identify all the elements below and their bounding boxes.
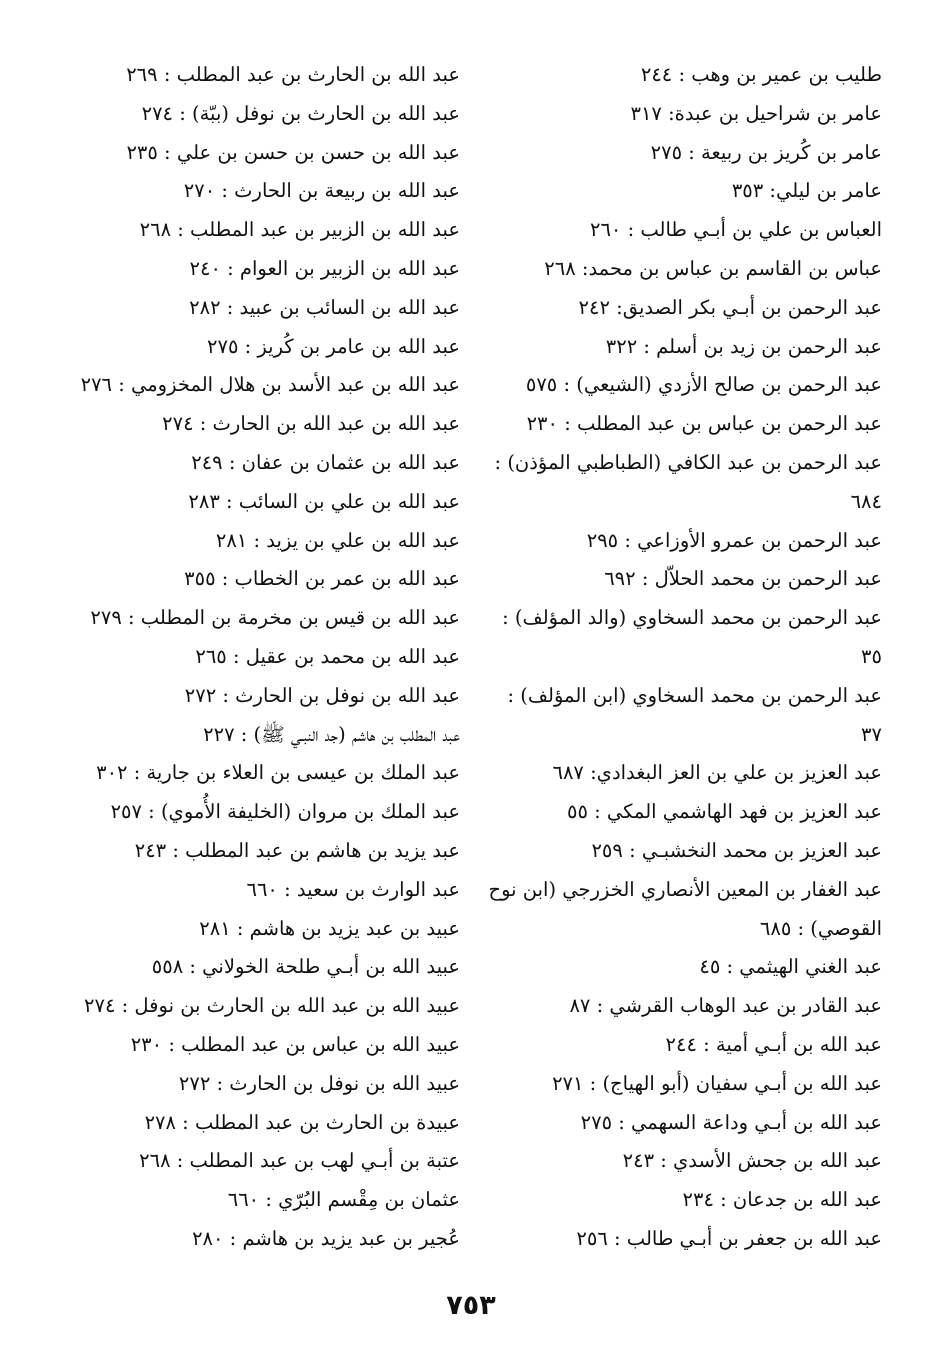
index-entry: عامر بن كُريز بن ربيعة : ٢٧٥ [650,140,882,164]
index-entry: عبد العزيز بن محمد النخشبـي : ٢٥٩ [591,838,882,862]
index-entry: عبد المطلب بن هاشم (جد النبـي ﷺ) : ٢٢٧ [203,722,460,746]
index-entry: عبد الرحمن بن محمد السخاوي (والد المؤلف) : ٣٥ [502,606,882,668]
index-entry: عبد العزيز بن علي بن العز البغدادي: ٦٨٧ [552,761,882,785]
index-entry: عبيد الله بن عبد الله بن الحارث بن نوفل : ٢٧٤ [84,994,460,1018]
index-entry: عثمان بن مِقْسم البُرّي : ٦٦٠ [227,1188,460,1212]
index-entry: عبد الغني الهيثمي : ٤٥ [699,955,882,979]
index-entry: عبد الله بن الزبير بن عبد المطلب : ٢٦٨ [139,218,460,242]
index-entry: عبد الرحمن بن عمرو الأوزاعي : ٢٩٥ [586,528,882,552]
index-entry: عبد العزيز بن فهد الهاشمي المكي : ٥٥ [566,800,882,824]
index-entry: عبيد الله بن أبـي طلحة الخولاني : ٥٥٨ [151,955,460,979]
index-entry: عبد الله بن الحارث بن نوفل (ببّة) : ٢٧٤ [141,101,460,125]
index-entry: عبد يزيد بن هاشم بن عبد المطلب : ٢٤٣ [134,838,460,862]
index-column-right [487,56,882,1259]
index-entry: عبد الله بن عثمان بن عفان : ٢٤٩ [191,450,460,474]
index-entry: عبد الرحمن بن عباس بن عبد المطلب : ٢٣٠ [526,412,882,436]
index-entry: عبد الله بن نوفل بن الحارث : ٢٧٢ [184,683,460,707]
index-entry: عبد الغفار بن المعين الأنصاري الخزرجي (ابن نوح القوصي) : ٦٨٥ [488,877,882,940]
index-entry: عبد الله بن جدعان : ٢٣٤ [682,1188,882,1212]
index-entry: عبد الله بن الزبير بن العوام : ٢٤٠ [189,256,460,280]
index-entry: عبد الله بن أبـي سفيان (أبو الهياج) : ٢٧١ [552,1071,882,1095]
index-entry: عبد الله بن قيس بن مخرمة بن المطلب : ٢٧٩ [90,606,460,630]
index-entry: عبد الرحمن بن أبـي بكر الصديق: ٢٤٢ [578,295,882,319]
index-entry: عبد الرحمن بن محمد الحلاّل : ٦٩٢ [604,567,882,591]
index-entry: عبد الله بن عبد الله بن الحارث : ٢٧٤ [162,412,460,436]
index-entry: طليب بن عمير بن وهب : ٢٤٤ [640,63,882,86]
index-entry: عبد الله بن جعفر بن أبـي طالب : ٢٥٦ [576,1226,882,1250]
index-entry: العباس بن علي بن أبـي طالب : ٢٦٠ [589,218,882,242]
index-entry: عامر بن ليلي: ٣٥٣ [731,179,882,203]
index-entry: عبد الرحمن بن زيد بن أسلم : ٣٢٢ [605,334,882,358]
index-entry: عبد الله بن الحارث بن عبد المطلب : ٢٦٩ [126,63,460,86]
index-entry: عبد الله بن محمد بن عقيل : ٢٦٥ [195,644,460,668]
index-entry: عبد الوارث بن سعيد : ٦٦٠ [246,877,460,901]
index-entry: عبيد الله بن نوفل بن الحارث : ٢٧٢ [178,1071,460,1095]
index-entry: عبد الله بن حسن بن حسن بن علي : ٢٣٥ [126,140,460,164]
index-entry: عبد الله بن عمر بن الخطاب : ٣٥٥ [184,567,460,591]
index-entry: عبد الله بن أبـي أمية : ٢٤٤ [665,1032,882,1056]
index-entry: عبيد بن عبد يزيد بن هاشم : ٢٨١ [199,916,460,940]
index-entry: عبد الله بن علي بن السائب : ٢٨٣ [188,489,460,513]
index-entry: عبد الملك بن عيسى بن العلاء بن جارية : ٣٠٢ [96,761,460,785]
index-column-left [75,56,460,1259]
index-entry: عبد الملك بن مروان (الخليفة الأُموي) : ٢٥٧ [110,800,460,824]
index-entry: عبد الله بن ربيعة بن الحارث : ٢٧٠ [183,179,460,203]
index-entry: عبد الله بن عامر بن كُريز : ٢٧٥ [207,334,460,358]
index-entry: عبد الله بن أبـي وداعة السهمي : ٢٧٥ [580,1110,882,1134]
index-entry: عباس بن القاسم بن عباس بن محمد: ٢٦٨ [544,256,882,280]
index-entry: عتبة بن أبـي لهب بن عبد المطلب : ٢٦٨ [139,1149,460,1173]
index-entry: عبد الرحمن بن عبد الكافي (الطباطبي المؤذن) : ٦٨٤ [494,450,882,513]
index-entry: عبد الرحمن بن صالح الأزدي (الشيعي) : ٥٧٥ [525,373,882,397]
index-entry: عُجير بن عبد يزيد بن هاشم : ٢٨٠ [192,1226,460,1250]
index-entry: عبيد الله بن عباس بن عبد المطلب : ٢٣٠ [130,1032,460,1056]
index-entry: عبد الله بن جحش الأسدي : ٢٤٣ [622,1149,882,1173]
index-entry: عبد الله بن السائب بن عبيد : ٢٨٢ [189,295,460,319]
index-entry: عبد القادر بن عبد الوهاب القرشي : ٨٧ [569,994,882,1018]
index-entry: عبيدة بن الحارث بن عبد المطلب : ٢٧٨ [144,1110,460,1134]
index-entry: عبد الله بن عبد الأسد بن هلال المخزومي : ٢٧٦ [80,373,460,397]
index-entry: عبد الرحمن بن محمد السخاوي (ابن المؤلف) : ٣٧ [507,683,882,746]
page-number: ٧٥٣ [446,1290,496,1321]
index-entry: عامر بن شراحيل بن عبدة: ٣١٧ [630,101,882,125]
index-entry: عبد الله بن علي بن يزيد : ٢٨١ [215,528,460,552]
